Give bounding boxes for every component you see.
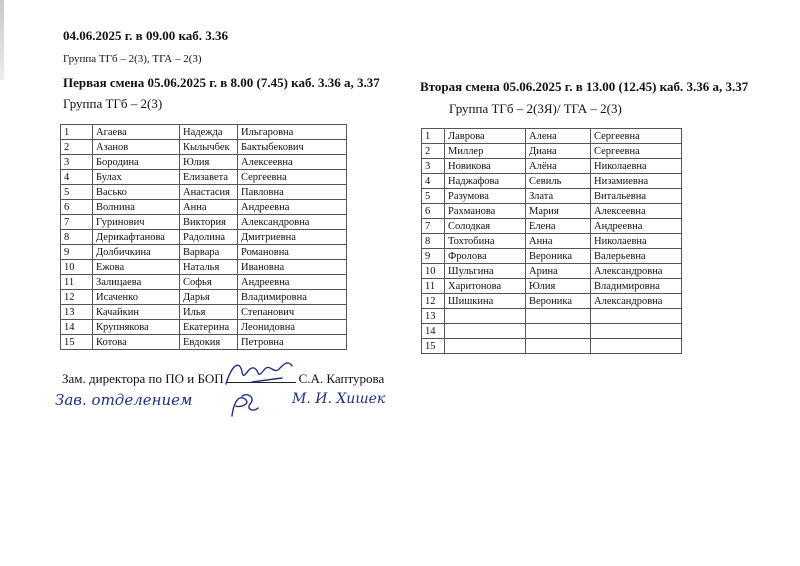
row-number-cell: 4 — [422, 174, 445, 189]
row-number-cell: 6 — [61, 200, 93, 215]
first-name-cell: Вероника — [526, 249, 591, 264]
handwritten-signature-2 — [226, 390, 262, 420]
first-name-cell: Софья — [180, 275, 238, 290]
patronymic-cell: Андреевна — [238, 275, 347, 290]
table-row — [61, 290, 347, 305]
patronymic-cell — [591, 339, 682, 354]
surname-cell: Залицаева — [93, 275, 180, 290]
patronymic-cell: Александровна — [591, 264, 682, 279]
table-row — [422, 129, 682, 144]
first-name-cell: Юлия — [180, 155, 238, 170]
patronymic-cell: Николаевна — [591, 159, 682, 174]
patronymic-cell: Андреевна — [591, 219, 682, 234]
patronymic-cell: Дмитриевна — [238, 230, 347, 245]
patronymic-cell: Ильгаровна — [238, 125, 347, 140]
row-number-cell: 5 — [422, 189, 445, 204]
surname-cell: Агаева — [93, 125, 180, 140]
table-row — [422, 204, 682, 219]
table-row — [422, 249, 682, 264]
row-number-cell: 15 — [61, 335, 93, 350]
table-row — [422, 324, 682, 339]
row-number-cell: 14 — [422, 324, 445, 339]
patronymic-cell: Николаевна — [591, 234, 682, 249]
surname-cell: Шульгина — [445, 264, 526, 279]
table-row — [61, 140, 347, 155]
patronymic-cell: Владимировна — [238, 290, 347, 305]
table-row — [61, 245, 347, 260]
first-name-cell: Мария — [526, 204, 591, 219]
table-row — [422, 189, 682, 204]
first-name-cell: Алёна — [526, 159, 591, 174]
table-row — [422, 234, 682, 249]
table-row — [61, 335, 347, 350]
row-number-cell: 2 — [422, 144, 445, 159]
row-number-cell: 15 — [422, 339, 445, 354]
surname-cell: Дерикафтанова — [93, 230, 180, 245]
patronymic-cell: Владимировна — [591, 279, 682, 294]
signatory-position: Зам. директора по ПО и БОП — [62, 371, 224, 386]
surname-cell: Гуринович — [93, 215, 180, 230]
row-number-cell: 9 — [422, 249, 445, 264]
surname-cell — [445, 339, 526, 354]
exam-date-line: 04.06.2025 г. в 09.00 каб. 3.36 — [63, 28, 229, 43]
row-number-cell: 8 — [422, 234, 445, 249]
handwritten-signature-1 — [222, 356, 302, 390]
surname-cell: Разумова — [445, 189, 526, 204]
row-number-cell: 4 — [61, 170, 93, 185]
surname-cell: Фролова — [445, 249, 526, 264]
first-name-cell: Елена — [526, 219, 591, 234]
row-number-cell: 3 — [61, 155, 93, 170]
surname-cell: Тохтобина — [445, 234, 526, 249]
table-row — [422, 144, 682, 159]
first-name-cell: Наталья — [180, 260, 238, 275]
table-row — [422, 264, 682, 279]
first-name-cell: Илья — [180, 305, 238, 320]
patronymic-cell: Александровна — [238, 215, 347, 230]
shift1-roster-table — [60, 124, 347, 350]
row-number-cell: 11 — [422, 279, 445, 294]
table-row — [422, 294, 682, 309]
patronymic-cell: Павловна — [238, 185, 347, 200]
table-row — [61, 275, 347, 290]
patronymic-cell: Бактыбекович — [238, 140, 347, 155]
patronymic-cell: Низамиевна — [591, 174, 682, 189]
row-number-cell: 13 — [61, 305, 93, 320]
surname-cell: Котова — [93, 335, 180, 350]
first-name-cell: Радолина — [180, 230, 238, 245]
surname-cell: Шишкина — [445, 294, 526, 309]
groups-line: Группа ТГб – 2(3), ТГА – 2(3) — [63, 53, 202, 65]
table-row — [61, 185, 347, 200]
surname-cell: Ежова — [93, 260, 180, 275]
handwritten-name: М. И. Хишек — [292, 391, 386, 407]
surname-cell — [445, 324, 526, 339]
surname-cell: Солодкая — [445, 219, 526, 234]
row-number-cell: 3 — [422, 159, 445, 174]
surname-cell: Рахманова — [445, 204, 526, 219]
first-name-cell: Алена — [526, 129, 591, 144]
table-row — [422, 159, 682, 174]
first-name-cell: Кылычбек — [180, 140, 238, 155]
surname-cell: Новикова — [445, 159, 526, 174]
surname-cell: Булах — [93, 170, 180, 185]
row-number-cell: 5 — [61, 185, 93, 200]
row-number-cell: 8 — [61, 230, 93, 245]
row-number-cell: 6 — [422, 204, 445, 219]
row-number-cell: 7 — [61, 215, 93, 230]
patronymic-cell: Алексеевна — [591, 204, 682, 219]
table-row — [61, 305, 347, 320]
row-number-cell: 12 — [422, 294, 445, 309]
table-row — [422, 219, 682, 234]
row-number-cell: 11 — [61, 275, 93, 290]
first-name-cell: Вероника — [526, 294, 591, 309]
surname-cell — [445, 309, 526, 324]
surname-cell: Долбичкина — [93, 245, 180, 260]
first-name-cell — [526, 339, 591, 354]
first-name-cell: Юлия — [526, 279, 591, 294]
patronymic-cell: Сергеевна — [591, 129, 682, 144]
patronymic-cell: Сергеевна — [591, 144, 682, 159]
first-name-cell: Арина — [526, 264, 591, 279]
first-name-cell: Елизавета — [180, 170, 238, 185]
table-row — [61, 260, 347, 275]
surname-cell: Качайкин — [93, 305, 180, 320]
shift1-group-label: Группа ТГб – 2(3) — [63, 96, 163, 111]
surname-cell: Волнина — [93, 200, 180, 215]
row-number-cell: 10 — [61, 260, 93, 275]
patronymic-cell: Степанович — [238, 305, 347, 320]
table-row — [61, 125, 347, 140]
signatory-name: С.А. Каптурова — [298, 371, 385, 386]
shift2-group-label: Группа ТГб – 2(3Я)/ ТГА – 2(3) — [449, 101, 622, 116]
patronymic-cell: Сергеевна — [238, 170, 347, 185]
table-row — [61, 230, 347, 245]
first-name-cell: Севиль — [526, 174, 591, 189]
row-number-cell: 13 — [422, 309, 445, 324]
first-name-cell: Евдокия — [180, 335, 238, 350]
table-row — [61, 170, 347, 185]
row-number-cell: 1 — [61, 125, 93, 140]
first-name-cell: Анна — [526, 234, 591, 249]
table-row — [422, 174, 682, 189]
first-name-cell — [526, 309, 591, 324]
row-number-cell: 14 — [61, 320, 93, 335]
patronymic-cell: Алексеевна — [238, 155, 347, 170]
handwritten-position: Зав. отделением — [55, 391, 193, 409]
table-row — [422, 339, 682, 354]
patronymic-cell: Романовна — [238, 245, 347, 260]
surname-cell: Харитонова — [445, 279, 526, 294]
first-name-cell: Надежда — [180, 125, 238, 140]
patronymic-cell: Леонидовна — [238, 320, 347, 335]
surname-cell: Исаченко — [93, 290, 180, 305]
first-name-cell — [526, 324, 591, 339]
table-row — [422, 279, 682, 294]
surname-cell: Крупнякова — [93, 320, 180, 335]
first-name-cell: Дарья — [180, 290, 238, 305]
row-number-cell: 10 — [422, 264, 445, 279]
row-number-cell: 2 — [61, 140, 93, 155]
patronymic-cell: Андреевна — [238, 200, 347, 215]
patronymic-cell: Петровна — [238, 335, 347, 350]
first-name-cell: Диана — [526, 144, 591, 159]
row-number-cell: 7 — [422, 219, 445, 234]
shift2-roster-table — [421, 128, 682, 354]
surname-cell: Васько — [93, 185, 180, 200]
first-name-cell: Анна — [180, 200, 238, 215]
surname-cell: Бородина — [93, 155, 180, 170]
surname-cell: Миллер — [445, 144, 526, 159]
first-name-cell: Екатерина — [180, 320, 238, 335]
row-number-cell: 12 — [61, 290, 93, 305]
patronymic-cell: Ивановна — [238, 260, 347, 275]
row-number-cell: 9 — [61, 245, 93, 260]
first-name-cell: Анастасия — [180, 185, 238, 200]
surname-cell: Лаврова — [445, 129, 526, 144]
table-row — [422, 309, 682, 324]
first-name-cell: Злата — [526, 189, 591, 204]
patronymic-cell: Валерьевна — [591, 249, 682, 264]
shift2-title: Вторая смена 05.06.2025 г. в 13.00 (12.45) каб. 3.36 а, 3.37 — [420, 79, 749, 94]
table-row — [61, 200, 347, 215]
shift1-title: Первая смена 05.06.2025 г. в 8.00 (7.45) каб. 3.36 а, 3.37 — [63, 75, 380, 90]
surname-cell: Азанов — [93, 140, 180, 155]
patronymic-cell: Александровна — [591, 294, 682, 309]
patronymic-cell — [591, 309, 682, 324]
scan-edge-shadow — [0, 0, 4, 80]
first-name-cell: Варвара — [180, 245, 238, 260]
patronymic-cell: Витальевна — [591, 189, 682, 204]
row-number-cell: 1 — [422, 129, 445, 144]
first-name-cell: Виктория — [180, 215, 238, 230]
table-row — [61, 215, 347, 230]
table-row — [61, 320, 347, 335]
patronymic-cell — [591, 324, 682, 339]
table-row — [61, 155, 347, 170]
surname-cell: Наджафова — [445, 174, 526, 189]
